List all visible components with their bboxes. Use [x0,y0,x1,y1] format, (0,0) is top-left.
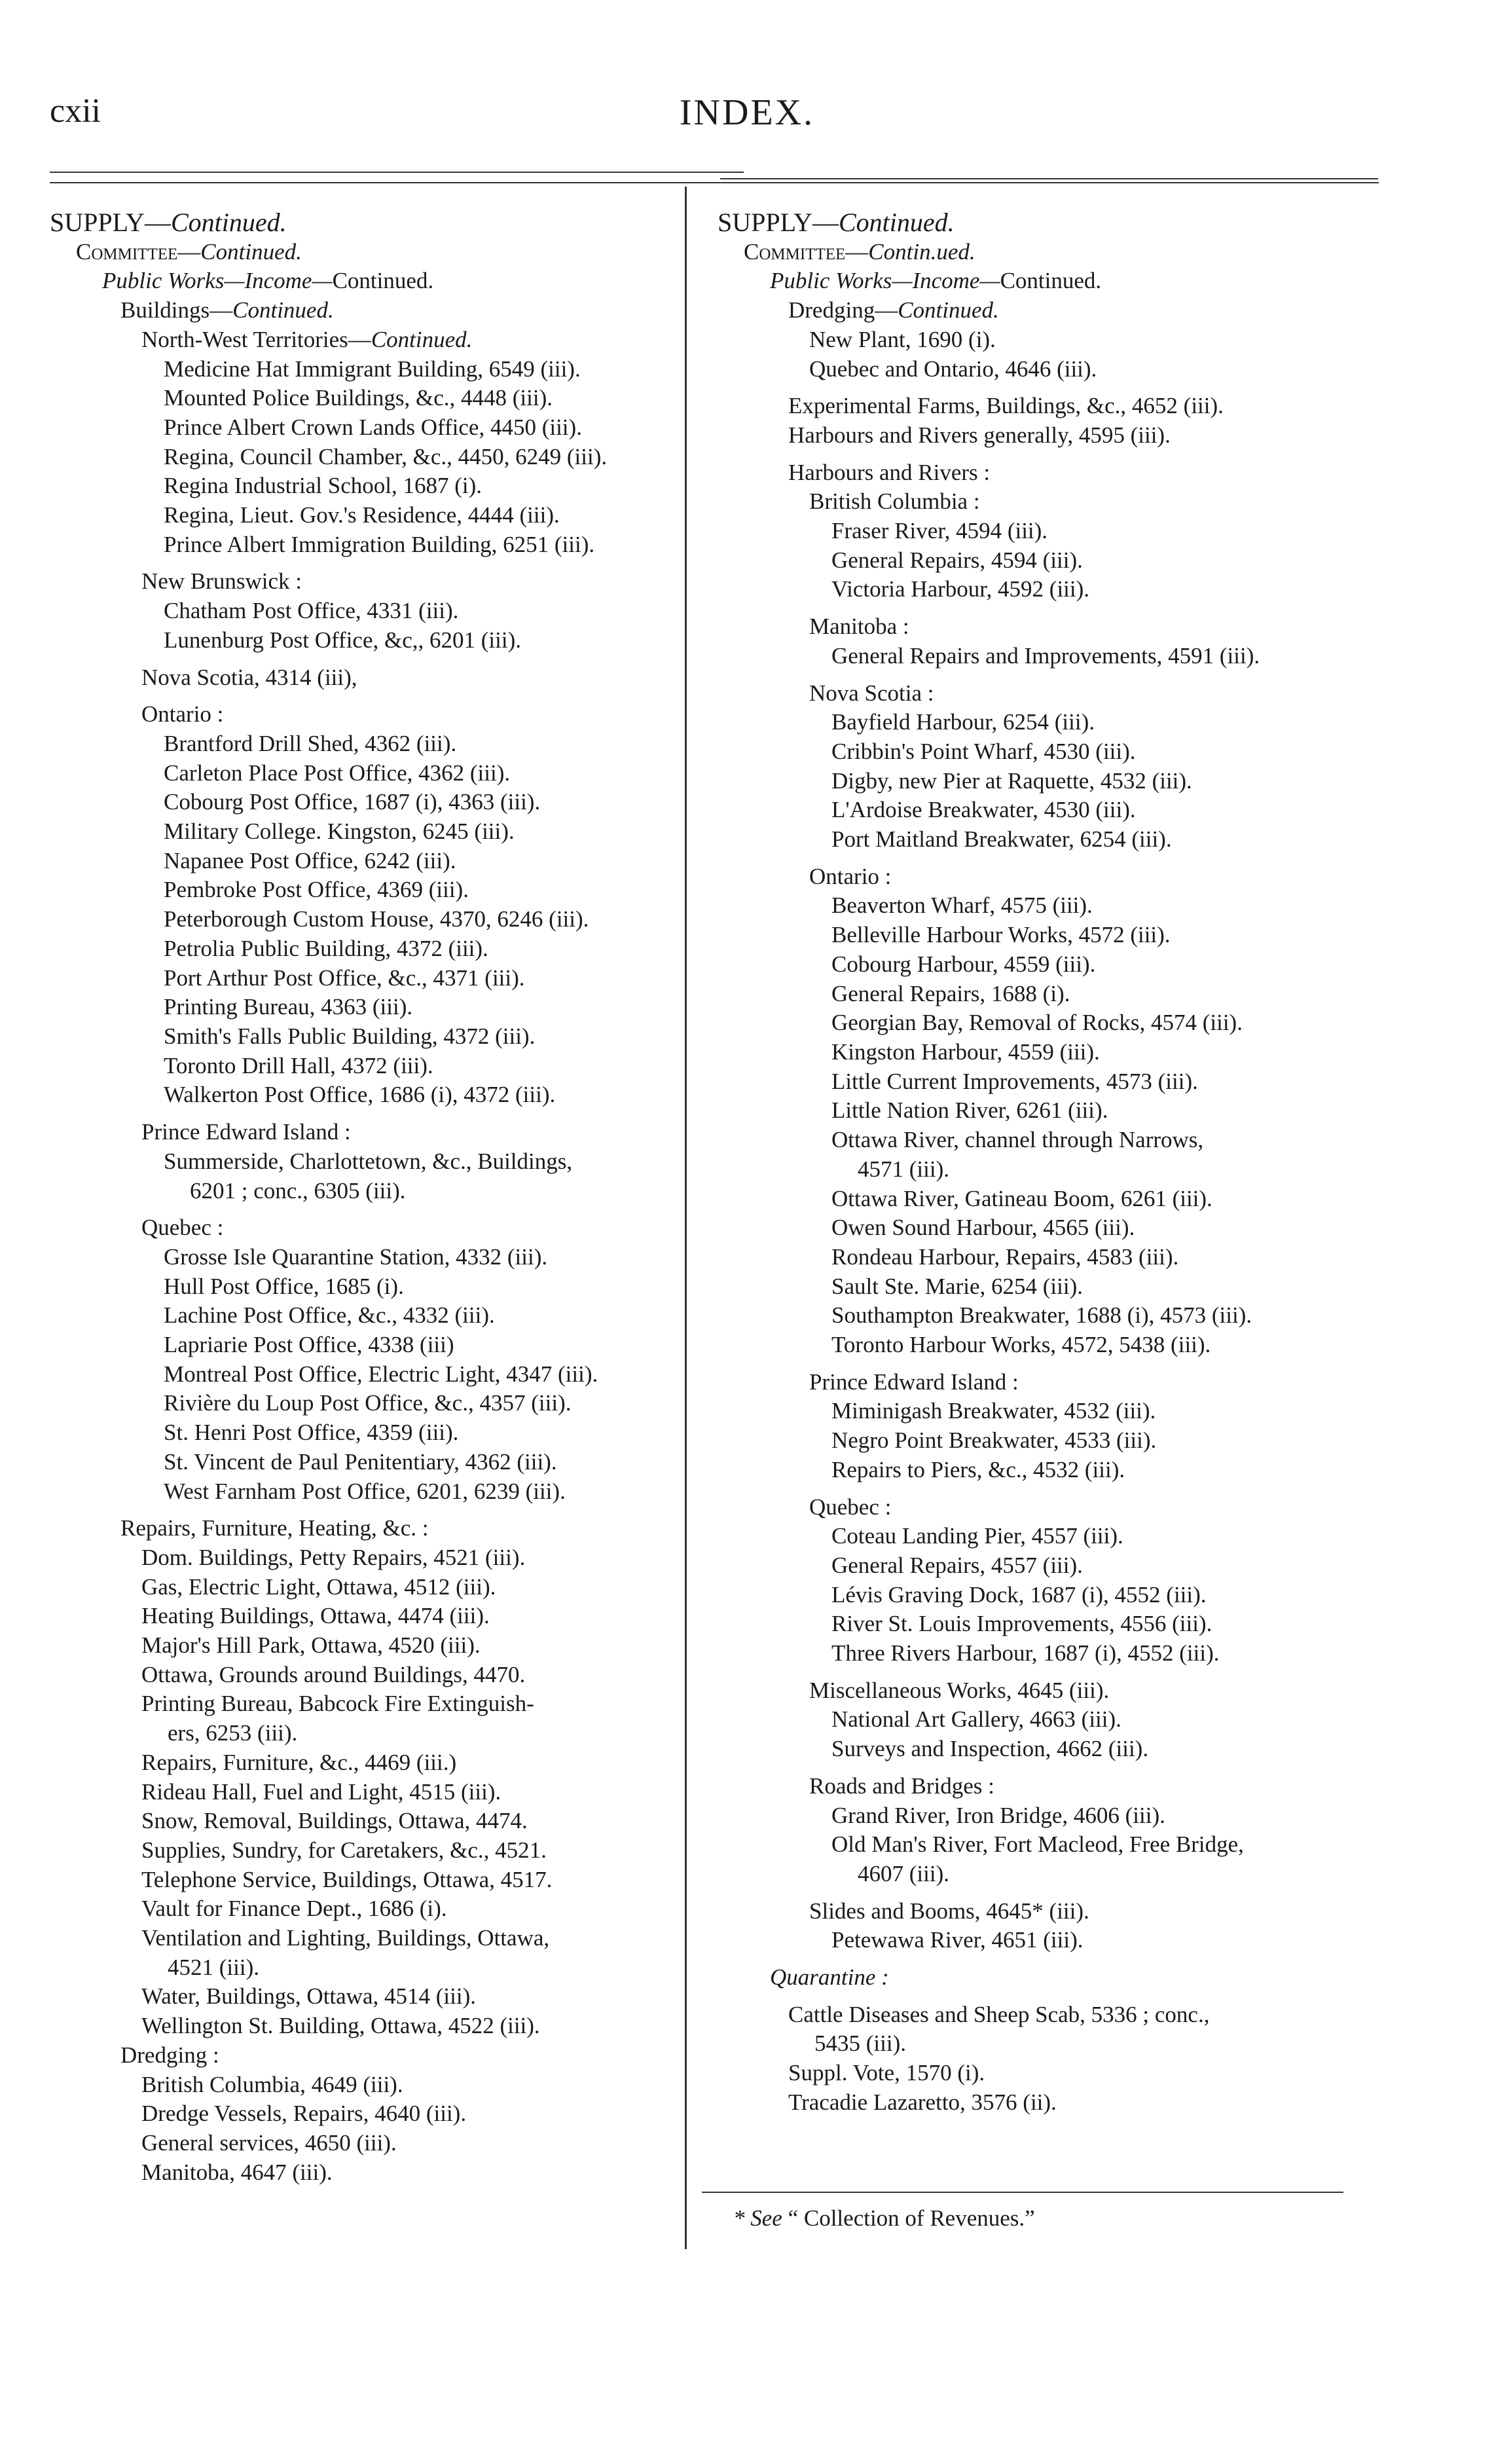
entry-text: Wellington St. Building, Ottawa, 4522 (iii). [141,2013,540,2039]
index-entry [164,729,698,759]
index-entry [164,471,698,501]
index-entry [102,267,698,296]
entry-text: Lachine Post Office, &c., 4332 (iii). [164,1302,495,1329]
index-entry [788,296,1412,325]
entry-text: Brantford Drill Shed, 4362 (iii). [164,730,457,756]
index-entry [788,2059,1412,2088]
index-entry [164,964,698,993]
index-entry [164,1389,698,1418]
entry-text: Rideau Hall, Fuel and Light, 4515 (iii). [141,1778,501,1805]
index-entry [809,1368,1412,1397]
entry-text: Petewawa River, 4651 (iii). [831,1927,1084,1953]
entry-text: Buildings— [120,297,233,323]
entry-text: Rivière du Loup Post Office, &c., 4357 (iii). [164,1390,572,1416]
index-entry [809,355,1412,384]
index-entry [831,891,1412,921]
index-entry [164,1301,698,1331]
entry-text: Gas, Electric Light, Ottawa, 4512 (iii). [141,1573,496,1600]
entry-text: National Art Gallery, 4663 (iii). [831,1706,1121,1733]
index-entry [141,1748,698,1778]
index-entry [164,355,698,384]
entry-text: Ottawa River, channel through Narrows, [831,1127,1204,1153]
entry-text: Telephone Service, Buildings, Ottawa, 4517. [141,1866,553,1892]
index-entry [831,1155,1412,1185]
index-entry [164,1448,698,1477]
index-entry [831,575,1412,604]
index-entry [164,1147,698,1177]
footnote-mark: * See [733,2205,782,2231]
index-entry [831,1801,1412,1831]
entry-text: Coteau Landing Pier, 4557 (iii). [831,1523,1123,1549]
entry-text: SUPPLY— [718,208,839,237]
index-entry [831,546,1412,576]
entry-italic: Contin.ued. [868,238,975,265]
index-entry [141,2012,698,2041]
index-entry [164,1177,698,1206]
entry-text: Roads and Bridges : [809,1773,994,1799]
entry-text: Cattle Diseases and Sheep Scab, 5336 ; conc., [788,2001,1210,2027]
index-entry [831,1609,1412,1639]
entry-text: Montreal Post Office, Electric Light, 4347 (iii). [164,1361,598,1387]
index-entry [831,1830,1412,1860]
index-entry [164,1052,698,1081]
entry-text: Prince Edward Island : [809,1369,1019,1395]
entry-text: Cobourg Harbour, 4559 (iii). [831,951,1096,977]
index-entry [164,501,698,530]
index-entry [141,2129,698,2158]
index-entry [141,325,698,355]
index-entry [831,796,1412,825]
index-entry [831,1426,1412,1456]
entry-text: Dom. Buildings, Petty Repairs, 4521 (iii). [141,1544,526,1570]
index-entry [788,2000,1412,2030]
entry-text: Suppl. Vote, 1570 (i). [788,2060,985,2086]
entry-text: General Repairs, 1688 (i). [831,980,1070,1006]
entry-text: Rondeau Harbour, Repairs, 4583 (iii). [831,1243,1179,1270]
index-entry [831,1331,1412,1360]
index-column-right [718,208,1412,2118]
entry-text: Little Current Improvements, 4573 (iii). [831,1068,1198,1094]
index-entry [831,1397,1412,1426]
entry-text: Vault for Finance Dept., 1686 (i). [141,1896,447,1922]
entry-text: Prince Edward Island : [141,1119,351,1145]
index-entry [141,2099,698,2129]
index-entry [831,1126,1412,1155]
index-entry [141,1807,698,1836]
index-entry [141,2158,698,2188]
entry-text: Miminigash Breakwater, 4532 (iii). [831,1398,1156,1424]
entry-text: Mounted Police Buildings, &c., 4448 (iii). [164,385,553,411]
entry-text: Napanee Post Office, 6242 (iii). [164,847,456,873]
entry-text: Pembroke Post Office, 4369 (iii). [164,877,469,903]
entry-text: Lunenburg Post Office, &c,, 6201 (iii). [164,627,521,653]
entry-text: Fraser River, 4594 (iii). [831,518,1048,544]
index-entry [831,921,1412,950]
entry-text: General Repairs, 4594 (iii). [831,547,1083,573]
page-header [0,0,1494,210]
entry-italic: Continued. [898,297,999,323]
index-entry [164,413,698,443]
entry-text: St. Vincent de Paul Penitentiary, 4362 (iii). [164,1448,557,1475]
index-entry [831,767,1412,796]
entry-text: Medicine Hat Immigrant Building, 6549 (iii). [164,356,581,382]
index-entry [141,1982,698,2012]
entry-text: Toronto Harbour Works, 4572, 5438 (iii). [831,1332,1211,1358]
entry-text: Lévis Graving Dock, 1687 (i), 4552 (iii). [831,1581,1207,1608]
entry-text: Harbours and Rivers : [788,459,991,485]
entry-italic: Continued. [371,326,473,352]
entry-text: SUPPLY— [50,208,171,237]
entry-text: Negro Point Breakwater, 4533 (iii). [831,1427,1157,1454]
index-entry [831,517,1412,546]
entry-text: Experimental Farms, Buildings, &c., 4652 (iii). [788,393,1224,419]
entry-text: Printing Bureau, 4363 (iii). [164,994,413,1020]
entry-text: Little Nation River, 6261 (iii). [831,1097,1108,1124]
index-entry [831,1705,1412,1735]
entry-text: Summerside, Charlottetown, &c., Buildings, [164,1148,573,1174]
entry-text: Repairs, Furniture, Heating, &c. : [120,1515,429,1541]
index-entry [831,1926,1412,1955]
page-number: cxii [50,92,101,130]
entry-text: Port Arthur Post Office, &c., 4371 (iii). [164,965,525,991]
entry-text: Dredging : [120,2042,219,2068]
index-entry [141,1719,698,1748]
index-entry [164,1360,698,1389]
index-entry [831,1456,1412,1485]
entry-text: Heating Buildings, Ottawa, 4474 (iii). [141,1603,490,1629]
entry-text: Grand River, Iron Bridge, 4606 (iii). [831,1802,1165,1828]
entry-text: Owen Sound Harbour, 4565 (iii). [831,1215,1135,1241]
index-entry [809,1772,1412,1801]
entry-text: Ottawa, Grounds around Buildings, 4470. [141,1661,526,1687]
index-entry [164,626,698,655]
entry-text: Carleton Place Post Office, 4362 (iii). [164,760,511,786]
index-column-left [50,208,698,2187]
entry-text: Toronto Drill Hall, 4372 (iii). [164,1052,433,1078]
index-entry [141,1689,698,1719]
index-entry [164,597,698,626]
index-entry [809,1676,1412,1706]
index-entry [164,817,698,847]
entry-text: Snow, Removal, Buildings, Ottawa, 4474. [141,1808,528,1834]
index-entry [164,1243,698,1272]
entry-text: Petrolia Public Building, 4372 (iii). [164,935,488,961]
entry-text: Tracadie Lazaretto, 3576 (ii). [788,2089,1057,2115]
header-rule-lower [50,182,1379,183]
index-entry [164,905,698,934]
index-entry [831,1581,1412,1610]
entry-text: Manitoba, 4647 (iii). [141,2159,333,2185]
entry-text: Major's Hill Park, Ottawa, 4520 (iii). [141,1632,481,1659]
index-entry [770,1963,1412,1993]
index-entry [164,1272,698,1302]
entry-text: North-West Territories— [141,326,371,352]
entry-italic: Public Works—Income— [770,268,1000,294]
entry-text: Harbours and Rivers generally, 4595 (iii). [788,422,1171,448]
index-entry [141,1836,698,1866]
index-entry [141,1213,698,1243]
entry-text: 5435 (iii). [814,2031,906,2057]
entry-text: Sault Ste. Marie, 6254 (iii). [831,1273,1083,1299]
index-entry [164,934,698,964]
index-entry [831,737,1412,767]
entry-suffix: Continued. [332,268,434,294]
index-entry [76,238,698,267]
entry-italic: Public Works—Income— [102,268,333,294]
entry-text: Smith's Falls Public Building, 4372 (iii). [164,1023,536,1049]
entry-text: Nova Scotia : [809,680,934,706]
entry-text: Beaverton Wharf, 4575 (iii). [831,892,1093,919]
entry-text: ers, 6253 (iii). [168,1720,298,1746]
index-entry [141,1924,698,1953]
entry-text: Committee— [76,238,201,265]
index-entry [141,700,698,729]
entry-text: Committee— [744,238,869,265]
index-entry [831,1096,1412,1126]
entry-text: 4571 (iii). [858,1156,949,1182]
index-entry [831,1639,1412,1668]
index-entry [831,708,1412,737]
entry-text: Kingston Harbour, 4559 (iii). [831,1039,1100,1065]
entry-italic: Continued. [232,297,334,323]
entry-text: Belleville Harbour Works, 4572 (iii). [831,922,1171,948]
footnote-text: “ Collection of Revenues.” [788,2205,1035,2231]
index-entry [831,1735,1412,1764]
footnote-rule [702,2192,1343,2193]
index-entry [141,1953,698,1983]
entry-text: Water, Buildings, Ottawa, 4514 (iii). [141,1983,476,2010]
index-entry [831,1551,1412,1581]
entry-text: Military College. Kingston, 6245 (iii). [164,818,515,845]
index-entry [50,208,698,238]
entry-text: Ottawa River, Gatineau Boom, 6261 (iii). [831,1185,1212,1211]
entry-text: British Columbia : [809,488,980,515]
index-entry [164,384,698,413]
index-entry [831,1185,1412,1214]
entry-text: Bayfield Harbour, 6254 (iii). [831,709,1095,735]
entry-text: 4521 (iii). [168,1954,259,1980]
index-entry [164,788,698,817]
entry-text: Surveys and Inspection, 4662 (iii). [831,1736,1149,1762]
entry-text: West Farnham Post Office, 6201, 6239 (iii). [164,1478,566,1504]
index-entry [809,487,1412,517]
index-entry [164,759,698,788]
entry-text: Manitoba : [809,614,909,640]
index-entry [164,993,698,1022]
index-entry [831,1008,1412,1038]
entry-text: Quebec : [141,1215,224,1241]
index-entry [831,1213,1412,1243]
entry-text: 4607 (iii). [858,1860,949,1886]
index-entry [141,567,698,597]
entry-italic: Quarantine : [770,1964,889,1991]
entry-text: General Repairs and Improvements, 4591 (iii). [831,642,1260,669]
entry-text: Miscellaneous Works, 4645 (iii). [809,1677,1110,1703]
entry-text: Dredge Vessels, Repairs, 4640 (iii). [141,2101,467,2127]
index-entry [120,1514,698,1543]
entry-text: Supplies, Sundry, for Caretakers, &c., 4521. [141,1837,547,1863]
index-entry [831,1272,1412,1302]
entry-italic: Continued. [838,208,955,237]
index-entry [831,1301,1412,1331]
entry-text: Ontario : [809,863,892,889]
entry-text: Nova Scotia, 4314 (iii), [141,664,357,690]
index-entry [788,421,1412,451]
footnote [733,2205,1035,2232]
index-entry [164,1022,698,1052]
entry-text: General services, 4650 (iii). [141,2130,397,2156]
index-entry [788,2029,1412,2059]
entry-text: Regina, Lieut. Gov.'s Residence, 4444 (iii). [164,502,560,528]
index-entry [788,2088,1412,2118]
index-entry [141,663,698,693]
index-entry [809,862,1412,892]
entry-text: Repairs to Piers, &c., 4532 (iii). [831,1456,1125,1482]
index-entry [164,443,698,472]
index-entry [141,1602,698,1631]
entry-text: Slides and Booms, 4645* (iii). [809,1898,1089,1924]
entry-text: Grosse Isle Quarantine Station, 4332 (iii). [164,1243,548,1270]
index-entry [164,1331,698,1360]
entry-suffix: Continued. [1000,268,1102,294]
entry-text: L'Ardoise Breakwater, 4530 (iii). [831,797,1136,823]
entry-text: Quebec and Ontario, 4646 (iii). [809,356,1097,382]
index-entry [120,296,698,325]
index-entry [831,980,1412,1009]
entry-text: Ventilation and Lighting, Buildings, Ottawa, [141,1925,550,1951]
entry-italic: Continued. [170,208,287,237]
entry-text: Walkerton Post Office, 1686 (i), 4372 (iii). [164,1082,556,1108]
entry-text: Peterborough Custom House, 4370, 6246 (iii). [164,906,589,932]
index-entry [809,325,1412,355]
entry-text: Georgian Bay, Removal of Rocks, 4574 (iii). [831,1010,1243,1036]
index-entry [831,950,1412,980]
index-entry [141,1661,698,1690]
index-entry [770,267,1412,296]
index-entry [831,1067,1412,1097]
index-entry [141,1866,698,1895]
index-entry [164,847,698,876]
entry-text: Repairs, Furniture, &c., 4469 (iii.) [141,1749,457,1775]
index-entry [831,1038,1412,1067]
entry-text: Dredging— [788,297,898,323]
entry-text: General Repairs, 4557 (iii). [831,1552,1083,1578]
index-entry [141,1778,698,1807]
index-entry [141,1894,698,1924]
entry-text: Old Man's River, Fort Macleod, Free Bridge, [831,1831,1244,1858]
index-entry [831,825,1412,855]
index-entry [809,1897,1412,1926]
index-entry [164,1080,698,1110]
index-entry [809,1493,1412,1522]
entry-text: Prince Albert Immigration Building, 6251 (iii). [164,531,595,557]
index-entry [141,1543,698,1573]
index-entry [718,208,1412,238]
index-entry [141,2070,698,2100]
entry-text: Regina, Council Chamber, &c., 4450, 6249 (iii). [164,443,608,469]
entry-text: Ontario : [141,701,224,727]
entry-text: Chatham Post Office, 4331 (iii). [164,598,459,624]
index-entry [831,1243,1412,1272]
index-entry [744,238,1412,267]
entry-italic: Continued. [200,238,302,265]
index-entry [831,642,1412,671]
index-entry [141,1631,698,1661]
header-rule-right [720,178,1378,179]
header-rule-left [50,172,744,173]
entry-text: Prince Albert Crown Lands Office, 4450 (iii). [164,414,582,440]
index-entry [164,1477,698,1507]
index-entry [164,1418,698,1448]
entry-text: Three Rivers Harbour, 1687 (i), 4552 (iii). [831,1640,1220,1666]
entry-text: St. Henri Post Office, 4359 (iii). [164,1420,459,1446]
entry-text: Regina Industrial School, 1687 (i). [164,473,483,499]
entry-text: Lapriarie Post Office, 4338 (iii) [164,1332,454,1358]
page-title: INDEX. [679,92,815,133]
entry-text: Quebec : [809,1494,892,1520]
index-entry [788,392,1412,421]
index-entry [809,612,1412,642]
entry-text: New Plant, 1690 (i). [809,326,996,352]
entry-text: Printing Bureau, Babcock Fire Extinguish- [141,1691,534,1717]
index-entry [141,1573,698,1602]
entry-text: Southampton Breakwater, 1688 (i), 4573 (iii). [831,1302,1252,1329]
entry-text: Hull Post Office, 1685 (i). [164,1273,404,1299]
index-entry [831,1522,1412,1551]
entry-text: British Columbia, 4649 (iii). [141,2071,403,2097]
index-entry [164,530,698,560]
entry-text: New Brunswick : [141,568,302,595]
entry-text: 6201 ; conc., 6305 (iii). [190,1177,406,1204]
entry-text: Digby, new Pier at Raquette, 4532 (iii). [831,767,1192,794]
entry-text: Port Maitland Breakwater, 6254 (iii). [831,826,1172,853]
index-entry [788,458,1412,488]
entry-text: Cobourg Post Office, 1687 (i), 4363 (iii). [164,789,541,815]
entry-text: River St. Louis Improvements, 4556 (iii). [831,1611,1212,1637]
entry-text: Cribbin's Point Wharf, 4530 (iii). [831,738,1136,764]
index-entry [831,1860,1412,1889]
index-entry [141,1118,698,1147]
index-entry [809,679,1412,708]
entry-text: Victoria Harbour, 4592 (iii). [831,576,1090,602]
index-entry [164,875,698,905]
index-entry [120,2041,698,2070]
